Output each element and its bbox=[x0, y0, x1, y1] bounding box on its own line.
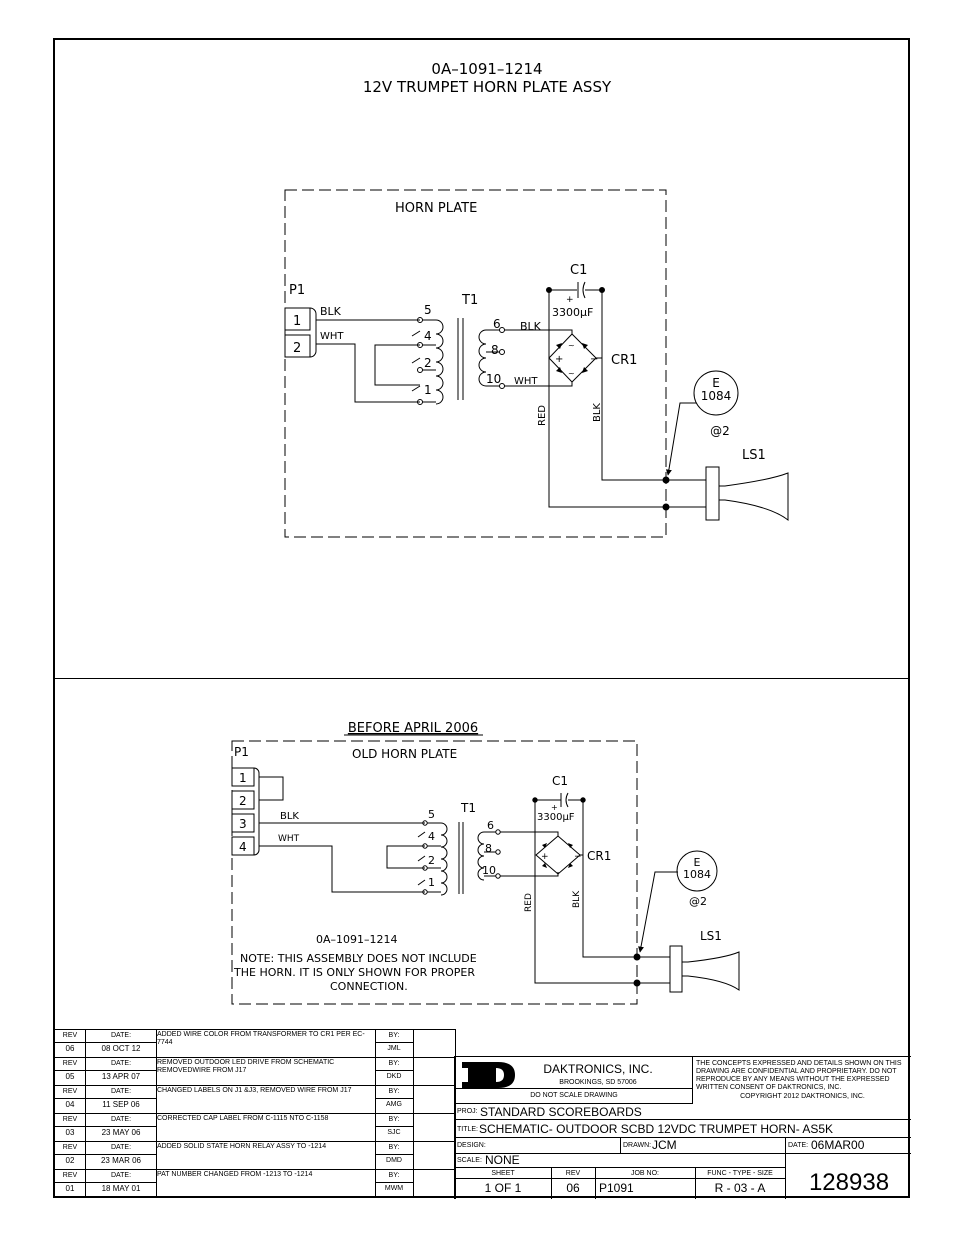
cap-to-bridge bbox=[549, 290, 602, 358]
t1-secondary-coil bbox=[479, 330, 486, 386]
proj-label: PROJ: bbox=[457, 1108, 478, 1115]
lower-sec-wire-b bbox=[500, 872, 558, 876]
revision-by-label: BY: bbox=[388, 1172, 400, 1179]
lower-c1-label: C1 bbox=[552, 774, 569, 788]
lower-pin-1: 1 bbox=[239, 771, 247, 785]
job-label: JOB NO: bbox=[630, 1170, 659, 1177]
p1-pin1: 1 bbox=[293, 314, 302, 329]
revision-number: 01 bbox=[65, 1184, 75, 1193]
drawn-label: DRAWN: bbox=[623, 1142, 652, 1149]
revision-by-label: BY: bbox=[388, 1060, 400, 1067]
revision-row bbox=[53, 1086, 455, 1114]
revision-by-label: BY: bbox=[388, 1116, 400, 1123]
revision-rev-label: REV bbox=[62, 1060, 78, 1067]
date-label: DATE: bbox=[788, 1142, 809, 1149]
lower-t1-sec-10: 10 bbox=[482, 864, 496, 877]
cr1-label: CR1 bbox=[611, 353, 638, 368]
lower-part-number: 0A–1091–1214 bbox=[316, 933, 398, 946]
lower-pin-4: 4 bbox=[239, 840, 247, 854]
lower-t1-pin-2: 2 bbox=[428, 854, 435, 867]
wire-wht-label: WHT bbox=[320, 331, 344, 342]
revision-description: ADDED WIRE COLOR FROM TRANSFORMER TO CR1 PER EC-7744 bbox=[157, 1031, 365, 1046]
rev-value: 06 bbox=[566, 1181, 580, 1195]
rev-label: REV bbox=[565, 1170, 581, 1177]
note-line-3: CONNECTION. bbox=[330, 980, 408, 993]
lower-heading: BEFORE APRIL 2006 bbox=[347, 721, 479, 736]
title-label: TITLE: bbox=[457, 1126, 479, 1133]
title-value: SCHEMATIC- OUTDOOR SCBD 12VDC TRUMPET HORN- AS5K bbox=[479, 1122, 834, 1136]
cr1-ac1: ~ bbox=[568, 341, 575, 350]
lower-horn-driver bbox=[670, 946, 682, 992]
t1-core bbox=[458, 318, 463, 400]
e1084-leader bbox=[668, 403, 696, 475]
lower-t1-pin-4: 4 bbox=[428, 830, 435, 843]
company-city: BROOKINGS, SD 57006 bbox=[559, 1079, 637, 1086]
lower-wht-label: WHT bbox=[278, 834, 300, 844]
sec-wht-label: WHT bbox=[514, 376, 538, 387]
svg-text:−: − bbox=[574, 852, 582, 862]
revision-by: AMG bbox=[386, 1101, 402, 1108]
p1-pin2: 2 bbox=[293, 341, 302, 356]
revision-description: REMOVED OUTDOOR LED DRIVE FROM SCHEMATIC REMOVEDWIRE FROM J17 bbox=[157, 1059, 335, 1074]
wire-wht bbox=[316, 344, 420, 402]
revision-date: 23 MAY 06 bbox=[101, 1128, 141, 1137]
t1-pin-4: 4 bbox=[424, 329, 432, 343]
cr1-ac2: ~ bbox=[568, 369, 575, 378]
no-scale-note: DO NOT SCALE DRAWING bbox=[530, 1092, 618, 1099]
sheet-label: SHEET bbox=[491, 1170, 515, 1177]
revision-number: 06 bbox=[65, 1044, 75, 1053]
red-lead bbox=[549, 358, 666, 507]
t1-pin-1: 1 bbox=[424, 383, 432, 397]
t1-primary-coil bbox=[436, 320, 443, 404]
revision-by-label: BY: bbox=[388, 1032, 400, 1039]
lower-t1-pin-5: 5 bbox=[428, 808, 435, 821]
lower-t1-primary bbox=[441, 823, 447, 895]
lower-e-qty: @2 bbox=[689, 895, 707, 908]
lower-e-number: 1084 bbox=[683, 868, 711, 881]
revision-number: 03 bbox=[65, 1128, 75, 1137]
cr1-plus: + bbox=[555, 354, 564, 365]
c1-plus: + bbox=[566, 295, 574, 305]
upper-schematic bbox=[285, 60, 788, 537]
revision-rev-label: REV bbox=[62, 1172, 78, 1179]
proj-value: STANDARD SCOREBOARDS bbox=[480, 1105, 642, 1119]
ls1-label: LS1 bbox=[742, 448, 766, 463]
design-label: DESIGN: bbox=[457, 1142, 486, 1149]
revision-row bbox=[53, 1030, 455, 1058]
revision-date: 13 APR 07 bbox=[101, 1072, 141, 1081]
revision-date: 18 MAY 01 bbox=[101, 1184, 141, 1193]
c1-value: 3300μF bbox=[552, 306, 594, 319]
revision-by: DMD bbox=[386, 1157, 402, 1164]
revision-rev-label: REV bbox=[62, 1144, 78, 1151]
proprietary-notice: THE CONCEPTS EXPRESSED AND DETAILS SHOWN ON THIS DRAWING ARE CONFIDENTIAL AND PROPRIETARY. DO NOT REPRODUCE BY ANY MEANS WITHOUT THE EXPRESSED WRITTEN CONSENT OF DAKTRONICS, INC. bbox=[696, 1060, 902, 1091]
revision-number: 05 bbox=[65, 1072, 75, 1081]
revision-date: 08 OCT 12 bbox=[101, 1044, 141, 1053]
primary-jumper bbox=[375, 345, 420, 385]
lower-c1-value: 3300μF bbox=[537, 812, 575, 823]
lower-wire-wht bbox=[259, 846, 425, 892]
lower-pin-jumper bbox=[259, 777, 283, 800]
revision-rev-label: REV bbox=[62, 1088, 78, 1095]
c1-label: C1 bbox=[570, 263, 588, 278]
revision-number: 02 bbox=[65, 1156, 75, 1165]
upper-part-number: 0A–1091–1214 bbox=[431, 60, 543, 78]
lower-cr1-label: CR1 bbox=[587, 849, 612, 863]
svg-text:+: + bbox=[551, 803, 558, 812]
lower-t1-label: T1 bbox=[461, 801, 476, 815]
company-name: DAKTRONICS, INC. bbox=[543, 1062, 653, 1076]
horn-plate-outline bbox=[285, 190, 666, 537]
lower-ls1-label: LS1 bbox=[700, 929, 722, 943]
e-letter: E bbox=[712, 376, 720, 390]
revision-rev-label: REV bbox=[62, 1116, 78, 1123]
lower-p1-housing bbox=[254, 768, 259, 855]
revision-date-label: DATE: bbox=[110, 1060, 132, 1067]
lower-red-label: RED bbox=[524, 893, 534, 912]
func-type-size-value: R - 03 - A bbox=[714, 1181, 766, 1195]
revision-by-label: BY: bbox=[388, 1088, 400, 1095]
horn-leads bbox=[666, 480, 706, 507]
red-label: RED bbox=[537, 405, 548, 426]
lower-pin-3: 3 bbox=[239, 817, 247, 831]
wire-blk-label: BLK bbox=[320, 305, 341, 318]
revision-by: MWM bbox=[384, 1185, 404, 1192]
drawing-number: 128938 bbox=[808, 1169, 890, 1196]
date-value: 06MAR00 bbox=[811, 1138, 865, 1152]
lower-t1-sec-8: 8 bbox=[485, 842, 492, 855]
p1-housing bbox=[310, 308, 316, 357]
revision-description: ADDED SOLID STATE HORN RELAY ASSY TO -1214 bbox=[157, 1143, 327, 1150]
lower-t1-sec-6: 6 bbox=[487, 819, 494, 832]
revision-date-label: DATE: bbox=[110, 1032, 132, 1039]
revision-by: DKD bbox=[386, 1073, 402, 1080]
blk-vertical-label: BLK bbox=[592, 403, 603, 422]
lower-blk-vertical-label: BLK bbox=[572, 890, 582, 908]
lower-pin-2: 2 bbox=[239, 794, 247, 808]
revision-rev-label: REV bbox=[62, 1032, 78, 1039]
revision-date: 23 MAR 06 bbox=[100, 1156, 142, 1165]
cr1-minus: − bbox=[590, 354, 599, 365]
revision-description: CHANGED LABELS ON J1 &J3, REMOVED WIRE FROM J17 bbox=[157, 1087, 352, 1094]
lower-p1-label: P1 bbox=[234, 745, 249, 759]
lower-blk-lead bbox=[583, 855, 637, 957]
e-number: 1084 bbox=[700, 389, 732, 403]
svg-text:+: + bbox=[541, 852, 549, 862]
c1-curved-plate bbox=[583, 282, 585, 298]
revision-row bbox=[53, 1114, 455, 1142]
func-type-size-label: FUNC - TYPE - SIZE bbox=[707, 1170, 773, 1177]
scale-value: NONE bbox=[485, 1153, 520, 1167]
note-line-1: NOTE: THIS ASSEMBLY DOES NOT INCLUDE bbox=[240, 952, 477, 965]
t1-label: T1 bbox=[462, 293, 479, 308]
lower-horn-bell bbox=[682, 952, 739, 990]
lower-sec-wire-a bbox=[500, 832, 558, 836]
t1-sec-8: 8 bbox=[491, 343, 499, 357]
sheet-value: 1 OF 1 bbox=[484, 1181, 522, 1195]
drawn-value: JCM bbox=[652, 1138, 677, 1152]
copyright: COPYRIGHT 2012 DAKTRONICS, INC. bbox=[740, 1093, 865, 1100]
revision-date-label: DATE: bbox=[110, 1144, 132, 1151]
lower-c1-curved-plate bbox=[566, 793, 568, 807]
t1-pin-5: 5 bbox=[424, 303, 432, 317]
revision-description: CORRECTED CAP LABEL FROM C-1115 NTO C-1158 bbox=[157, 1115, 329, 1122]
revision-date-label: DATE: bbox=[110, 1172, 132, 1179]
revision-by: JML bbox=[387, 1045, 401, 1052]
revision-date-label: DATE: bbox=[110, 1088, 132, 1095]
horn-bell bbox=[719, 473, 788, 520]
revision-number: 04 bbox=[65, 1100, 75, 1109]
revision-date: 11 SEP 06 bbox=[102, 1100, 140, 1109]
blk-lead bbox=[602, 358, 666, 480]
title-block bbox=[454, 1056, 911, 1199]
lower-t1-core bbox=[459, 822, 463, 894]
p1-label: P1 bbox=[289, 283, 306, 298]
job-value: P1091 bbox=[599, 1181, 634, 1195]
lower-e-letter: E bbox=[693, 856, 701, 869]
horn-plate-label: HORN PLATE bbox=[395, 201, 478, 216]
revision-row bbox=[53, 1058, 455, 1086]
revision-by: SJC bbox=[387, 1129, 401, 1136]
revision-date-label: DATE: bbox=[110, 1116, 132, 1123]
revision-description: PAT NUMBER CHANGED FROM -1213 TO -1214 bbox=[157, 1171, 313, 1178]
note-line-2: THE HORN. IT IS ONLY SHOWN FOR PROPER bbox=[234, 966, 475, 979]
revision-row bbox=[53, 1142, 455, 1170]
lower-primary-jumper bbox=[387, 846, 425, 868]
daktronics-logo bbox=[458, 1060, 518, 1090]
t1-pin-2: 2 bbox=[424, 356, 432, 370]
e-qty: @2 bbox=[710, 424, 730, 438]
t1-sec-6: 6 bbox=[493, 317, 501, 331]
lower-red-lead bbox=[535, 855, 637, 983]
sec-blk-label: BLK bbox=[520, 320, 541, 333]
upper-title: 12V TRUMPET HORN PLATE ASSY bbox=[362, 78, 612, 96]
horn-driver bbox=[706, 467, 719, 520]
t1-sec-10: 10 bbox=[486, 372, 502, 386]
lower-blk-label: BLK bbox=[280, 811, 299, 822]
revision-table bbox=[53, 1029, 456, 1199]
lower-t1-pin-1: 1 bbox=[428, 876, 435, 889]
revision-by-label: BY: bbox=[388, 1144, 400, 1151]
lower-schematic bbox=[232, 721, 739, 1004]
revision-row bbox=[53, 1170, 455, 1198]
old-plate-label: OLD HORN PLATE bbox=[352, 747, 458, 761]
scale-label: SCALE: bbox=[457, 1157, 482, 1164]
lower-e1084-leader bbox=[640, 872, 678, 952]
